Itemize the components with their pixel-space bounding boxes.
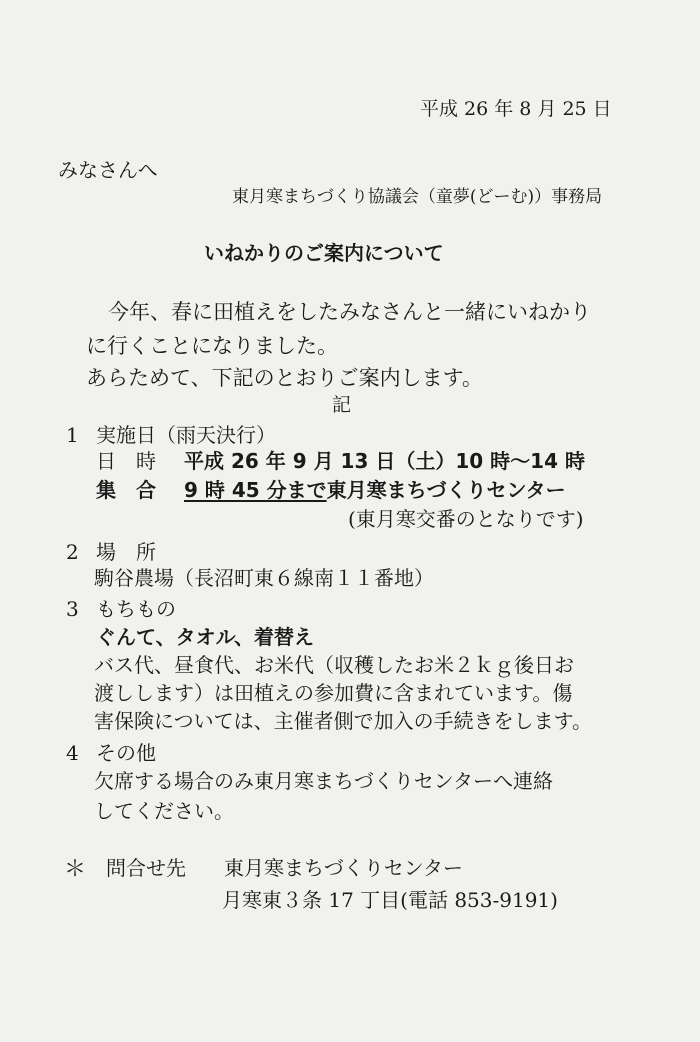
other-line-1: 欠席する場合のみ東月寒まちづくりセンターへ連絡	[94, 769, 553, 793]
contact-organization: 東月寒まちづくりセンター	[224, 856, 463, 880]
items-note-line-2: 渡しします）は田植えの参加費に含まれています。傷	[94, 681, 573, 705]
section-1-heading: 実施日（雨天決行）	[96, 423, 276, 447]
contact-label: 問合せ先	[106, 856, 186, 880]
meeting-value	[184, 478, 566, 502]
meeting-place: 東月寒まちづくりセンター	[326, 478, 566, 502]
issue-date: 平成 26 年 8 月 25 日	[420, 98, 612, 120]
items-note-line-3: 害保険については、主催者側で加入の手続きをします。	[94, 709, 592, 733]
section-1-number: 1	[66, 423, 79, 447]
ki-mark: 記	[332, 394, 352, 416]
meeting-note: (東月寒交番のとなりです)	[348, 507, 584, 531]
other-line-2: してください。	[94, 799, 234, 823]
section-4-heading: その他	[96, 741, 156, 765]
sender: 東月寒まちづくり協議会（童夢(どーむ)）事務局	[232, 187, 603, 207]
intro-line-1: 今年、春に田植えをしたみなさんと一緒にいねかり	[108, 300, 591, 324]
meeting-time: 9 時 45 分まで	[184, 478, 327, 502]
items-to-bring: ぐんて、タオル、着替え	[96, 625, 314, 649]
intro-line-3: あらためて、下記のとおりご案内します。	[86, 366, 483, 390]
items-note-line-1: バス代、昼食代、お米代（収穫したお米２ｋｇ後日お	[94, 653, 574, 677]
datetime-label: 日 時	[96, 449, 156, 473]
section-2-number: 2	[66, 540, 79, 564]
section-3-heading: もちもの	[96, 597, 176, 621]
section-3-number: 3	[66, 597, 79, 621]
section-4-number: 4	[66, 741, 79, 765]
location-body: 駒谷農場（長沼町東６線南１１番地）	[94, 566, 434, 590]
contact-address: 月寒東３条 17 丁目(電話 853-9191)	[222, 888, 558, 912]
document-title: いねかりのご案内について	[204, 241, 444, 265]
section-2-heading: 場 所	[96, 540, 156, 564]
addressee: みなさんへ	[58, 158, 158, 182]
intro-line-2: に行くことになりました。	[86, 334, 338, 358]
asterisk-mark: ＊	[64, 857, 87, 882]
datetime-value: 平成 26 年 9 月 13 日（土）10 時～14 時	[184, 449, 585, 473]
meeting-label: 集 合	[96, 478, 156, 502]
